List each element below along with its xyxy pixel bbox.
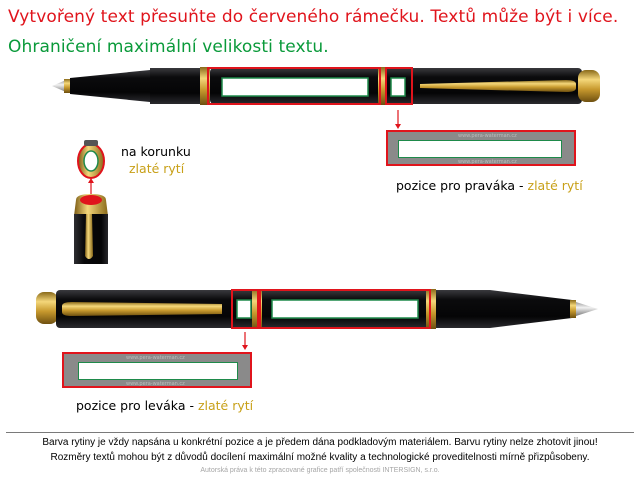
- crown-label: na korunku: [121, 144, 191, 159]
- watermark: www.pera-waterman.cz: [458, 159, 517, 165]
- watermark: www.pera-waterman.cz: [126, 381, 185, 387]
- text-box-barrel[interactable]: [222, 78, 368, 96]
- crown-text-box[interactable]: [84, 151, 98, 171]
- right-hand-engraving-type: zlaté rytí: [527, 178, 583, 193]
- pen-tip: [576, 302, 598, 316]
- arrow-down-icon: [395, 124, 401, 129]
- crown-detail: [74, 140, 108, 264]
- left-hand-label: pozice pro leváka -: [76, 398, 198, 413]
- max-size-headline: Ohraničení maximální velikosti textu.: [8, 37, 329, 57]
- pen-tip: [52, 80, 66, 92]
- text-box-ring[interactable]: [237, 300, 251, 318]
- footer-color-note: Barva rytiny je vždy napsána u konkrétní pozice a je předem dána podkladovým materiálem. Barvu rytiny nelze zhotovit jinou!: [42, 437, 598, 448]
- instruction-headline: Vytvořený text přesuňte do červeného rámečku. Textů může být i více.: [8, 7, 619, 27]
- left-hand-preview-frame[interactable]: [62, 352, 252, 388]
- pen-end-cap: [578, 70, 600, 102]
- pen-end-cap: [36, 292, 58, 324]
- left-hand-caption: [76, 397, 253, 415]
- crown-top-marker: [80, 195, 102, 205]
- left-hand-engraving-type: zlaté rytí: [197, 398, 254, 413]
- pen-clip: [62, 302, 222, 316]
- text-box-barrel[interactable]: [272, 300, 418, 318]
- right-hand-caption: [396, 177, 583, 195]
- footer-divider: [6, 432, 634, 433]
- text-box-ring[interactable]: [391, 78, 405, 96]
- footer-size-note: Rozměry textů mohou být z důvodů docílení maximální možné kvality a technologické proveditelnosti mírně přizpůsobeny.: [50, 452, 590, 463]
- right-hand-label: pozice pro praváka -: [396, 178, 528, 193]
- left-hand-text-box[interactable]: [78, 362, 238, 380]
- arrow-down-icon: [242, 345, 248, 350]
- right-hand-text-box[interactable]: [398, 140, 562, 158]
- watermark: www.pera-waterman.cz: [126, 355, 185, 361]
- right-hand-preview-frame[interactable]: [386, 130, 576, 166]
- crown-engraving-type: zlaté rytí: [129, 161, 185, 176]
- footer-copyright: Autorská práva k této zpracované grafice patří společnosti INTERSIGN, s.r.o.: [200, 467, 440, 474]
- watermark: www.pera-waterman.cz: [458, 133, 517, 139]
